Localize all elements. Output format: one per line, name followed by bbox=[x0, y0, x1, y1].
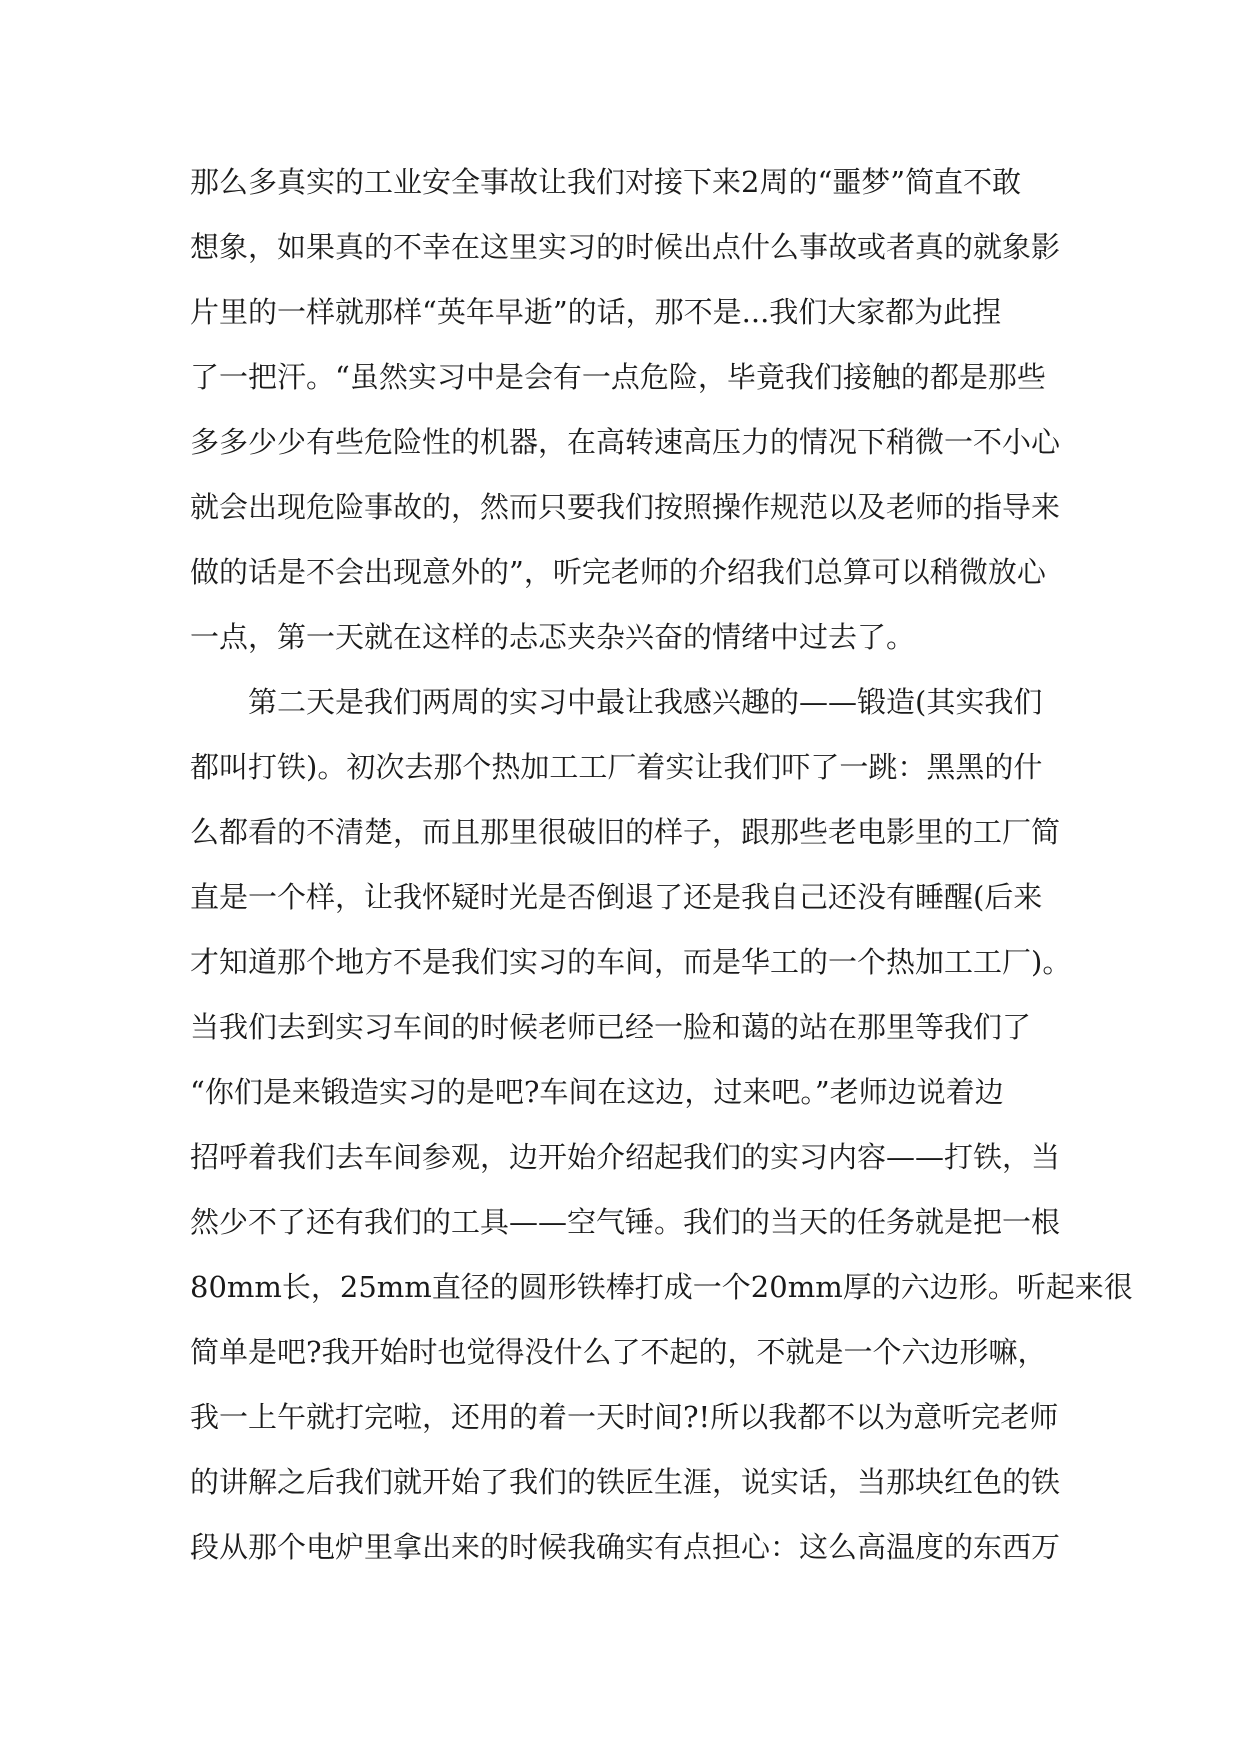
text-line: 的讲解之后我们就开始了我们的铁匠生涯，说实话，当那块红色的铁 bbox=[190, 1465, 1061, 1499]
text-line: 直是一个样，让我怀疑时光是否倒退了还是我自己还没有睡醒(后来 bbox=[190, 880, 1043, 914]
text-line: 80mm长，25mm直径的圆形铁棒打成一个20mm厚的六边形。听起来很 bbox=[190, 1270, 1133, 1304]
paragraph-first-line: 第二天是我们两周的实习中最让我感兴趣的——锻造(其实我们 bbox=[248, 685, 1043, 719]
text-line: 招呼着我们去车间参观，边开始介绍起我们的实习内容——打铁，当 bbox=[190, 1140, 1061, 1174]
text-line: 就会出现危险事故的，然而只要我们按照操作规范以及老师的指导来 bbox=[190, 490, 1061, 524]
text-line: 都叫打铁)。初次去那个热加工工厂着实让我们吓了一跳：黑黑的什 bbox=[190, 750, 1043, 784]
text-line: 简单是吧?我开始时也觉得没什么了不起的，不就是一个六边形嘛， bbox=[190, 1335, 1047, 1369]
text-line: 我一上午就打完啦，还用的着一天时间?!所以我都不以为意听完老师 bbox=[190, 1400, 1059, 1434]
text-line: 当我们去到实习车间的时候老师已经一脸和蔼的站在那里等我们了 bbox=[190, 1010, 1032, 1044]
text-line: 然少不了还有我们的工具——空气锤。我们的当天的任务就是把一根 bbox=[190, 1205, 1061, 1239]
text-line: 想象，如果真的不幸在这里实习的时候出点什么事故或者真的就象影 bbox=[190, 230, 1061, 264]
text-line: 一点，第一天就在这样的忐忑夹杂兴奋的情绪中过去了。 bbox=[190, 620, 916, 654]
text-line: 多多少少有些危险性的机器，在高转速高压力的情况下稍微一不小心 bbox=[190, 425, 1061, 459]
text-line: 了一把汗。“虽然实习中是会有一点危险，毕竟我们接触的都是那些 bbox=[190, 360, 1046, 394]
text-line: “你们是来锻造实习的是吧?车间在这边，过来吧。”老师边说着边 bbox=[190, 1075, 1004, 1109]
text-line: 那么多真实的工业安全事故让我们对接下来2周的“噩梦”简直不敢 bbox=[190, 165, 1022, 199]
text-line: 做的话是不会出现意外的”，听完老师的介绍我们总算可以稍微放心 bbox=[190, 555, 1046, 589]
text-line: 才知道那个地方不是我们实习的车间，而是华工的一个热加工工厂)。 bbox=[190, 945, 1072, 979]
text-line: 么都看的不清楚，而且那里很破旧的样子，跟那些老电影里的工厂简 bbox=[190, 815, 1061, 849]
text-line: 片里的一样就那样“英年早逝”的话，那不是...我们大家都为此捏 bbox=[190, 295, 1002, 329]
body-text bbox=[190, 150, 1133, 1580]
text-line: 段从那个电炉里拿出来的时候我确实有点担心：这么高温度的东西万 bbox=[190, 1530, 1061, 1564]
